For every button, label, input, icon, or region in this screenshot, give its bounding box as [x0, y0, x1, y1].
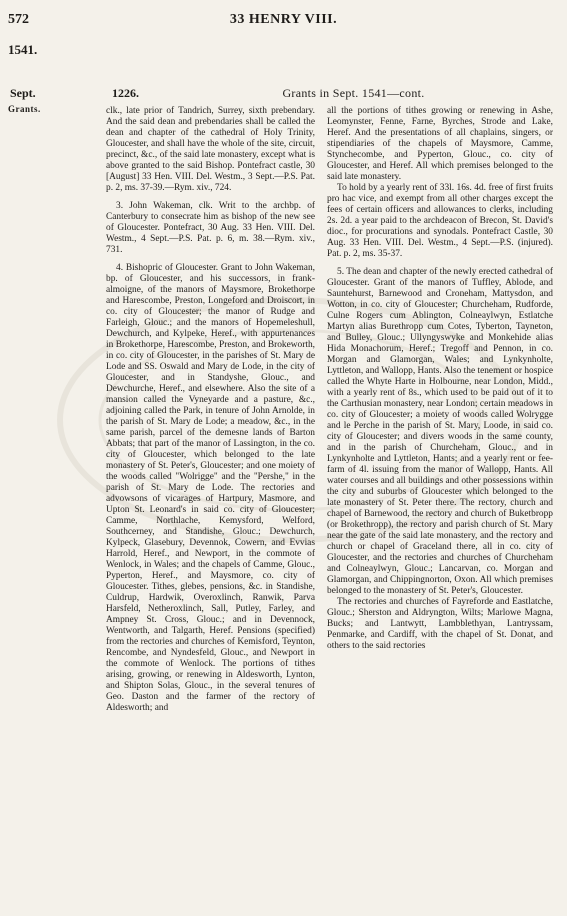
paragraph: 3. John Wakeman, clk. Writ to the archbp. of Canterbury to consecrate him as bishop of the new see of Gloucester. Pontefract, 30 Aug. 33 Hen. VIII. Del. Westm., 4 Sept.—P.S. Pat. p. 6, m. 38.—Rym. xiv., 731. [106, 201, 315, 255]
running-title: 33 HENRY VIII. [229, 12, 338, 27]
paragraph: clk., late prior of Tandrich, Surrey, sixth prebendary. And the said dean and prebendaries shall be called the dean and chapter of the cathedral of Holy Trinity, Gloucester, and shall have the whole of the site, circuit, precinct, &c., of the said late monastery, except what is above granted to the said Bishop. Pontefract castle, 30 [August] 33 Hen. VIII. Del. Westm., 3 Sept.—P.S. Pat. p. 2, ms. 37-39.—Rym. xiv., 724. [106, 106, 315, 193]
page-number: 572 [8, 12, 29, 27]
paragraph: The rectories and churches of Fayreforde and Eastlatche, Glouc.; Sherston and Aldryngton, Wilts; Marlowe Magna, Bucks; and Lantwytt, Lambblethyan, Lantryssam, Penmarke, and Cardiff, with the chapel of St. Donat, and others to the said rectories [327, 597, 553, 651]
sidebar-month: Sept. [10, 86, 36, 100]
sidebar-year: 1541. [8, 42, 38, 57]
sidebar-category: Grants. [8, 104, 41, 114]
entry-number: 1226. [112, 86, 139, 100]
paragraph: 4. Bishopric of Gloucester. Grant to John Wakeman, bp. of Gloucester, and his successors, in frank-almoigne, of the manors of Maysmore, Brokethorpe and Harescombe, Preston, Longeford and Droiscort, in co. city of Gloucester; the manor of Rudge and Farleigh, Glouc.; and the manors of Hopemeleshull, Dewchurch, and Kylpeke, Heref., with appurtenances in Brokethorpe, Harescombe, Preston, and Brokeworth, in co. city of Gloucester, in the parishes of St. Mary de Lode and SS. Oswald and Mary de Lode, in the city of Gloucester, and in Standyshe, Glouc., and Dewchurche, Heref., and elsewhere. Also the site of a mansion called the Vyneyarde and a pasture, &c., adjoining called the Park, in tenure of John Arnolde, in the parish of St. Mary de Lode; a meadow, &c., in the same parish, parcel of the demesne lands of Barton Abbats; that part of the manor of Lassington, in the co. city of Gloucester, which belonged to the late monastery of St. Peter's, Gloucester; and one moiety of the woods called "Wolrigge" and the "Pershe," in the parish of St. Mary de Lode. The rectories and advowsons of vicarages of Hartpury, Masmore, and Upton St. Leonard's in said co. city of Gloucester; Camme, Northlache, Kemysford, Welford, Southcerney, and Standishe, Glouc.; Dewchurch, Kylpeck, Glasebury, Devennok, Cowern, and Evvias Harrold, Heref., and Newport, in the commote of Wenlock, in Wales; and the chapels of Camme, Glouc., Pyperton, Heref., and Maysmore, co. city of Gloucester. Tithes, glebes, pensions, &c. in Standishe, Culdrup, Hardwik, Overoxlinch, Ranwik, Parva Harsfeld, Netheroxlinch, Sall, Putley, Farley, and Ampney St. Cross, Glouc.; and in Devennock, Wentworth, and Talgarth, Heref. Pensions (specified) from the rectories and churches of Kemisford, Teynton, Rencombe, and Nyndesfeld, Glouc., and Newport in the commote of Wenlock. The portions of tithes arising, growing, or renewing in Aldesworth, Lynton, and Shipton Solas, Glouc., in the several tenures of Geo. Daston and the farmer of the rectory of Aldesworth; and [106, 263, 315, 713]
left-column [106, 106, 315, 714]
right-column [327, 106, 553, 652]
section-title: Grants in Sept. 1541—cont. [282, 86, 425, 100]
paragraph: To hold by a yearly rent of 33l. 16s. 4d. free of first fruits pro hac vice, and exempt from all other charges except the fees of certain officers and allowances to clerks, including 2s. 2d. a year paid to the archdeacon of Brecon, St. David's dioc., for procurations and synodals. Pontefract Castle, 30 Aug. 33 Hen. VIII. Del. Westm., 4 Sept.—P.S. (injured). Pat. p. 2, ms. 35-37. [327, 183, 553, 259]
paragraph: all the portions of tithes growing or renewing in Ashe, Leomynster, Fenne, Farne, Byrches, Strode and Lake, Heref. And the presentations of all chaplains, singers, or stipendiaries of the chapels of Maysmore, Camme, Stynchecombe, and Pyperton, Glouc., co. city of Gloucester, and Heref. All which premises belonged to the said late monastery. [327, 106, 553, 182]
paragraph: 5. The dean and chapter of the newly erected cathedral of Gloucester. Grant of the manors of Tuffley, Ablode, and Sauntehurst, Barnewood and Croneham, Mattysdon, and Wotton, in co. city of Gloucester; Churcheham, Rudforde, Culne Rogers cum Ablington, Colneaylwyn, Estlatche Martyn alias Burethropp cum Cotes, Tyberton, Tayneton, and Bulley, Glouc.; Ullyngyswyke and Monkehide alias Hida Monachorum, Heref.; Tregoff and Pennon, in co. Morgan and Glamorgan, Wales; and Lynkynholte, Lyttleton, and Wallopp, Hants. Also the tenement or hospice called the Whyte Harte in Holbourne, near London, Midd., with a yearly rent of 8s., which used to be paid out of it to the Carthusian monastery, near London; certain meadows in co. city of Gloucester; a moiety of woods called Wolrygge and le Perche in the parish of St. Mary, Loode, in said co. city of Gloucester; and divers woods in the same county, and in the parish of Churcheham, Glouc., and in Lynkynholte and Lyttleton, Hants; and a yearly rent or fee-farm of 4l. issuing from the manor of Wallopp, Hants. All water courses and all buildings and other possessions within the city and suburbs of Gloucester which belonged to the late monastery of St. Peter there. The rectory, church and chapel of Barnewood, the rectory and church of Buketbropp (or Brokethropp), the rectory and parish church of St. Mary near the gate of the said late monastery, and the rectory and church or chapel of Graceland there, all in co. city of Gloucester, and the rectories and churches of Churcheham and Colneaylwyn, Glouc.; Lancarvan, co. Morgan and Glamorgan, and Chippingnorton, Oxon. All which premises belonged to the monastery of St. Peter's, Gloucester. [327, 267, 554, 596]
